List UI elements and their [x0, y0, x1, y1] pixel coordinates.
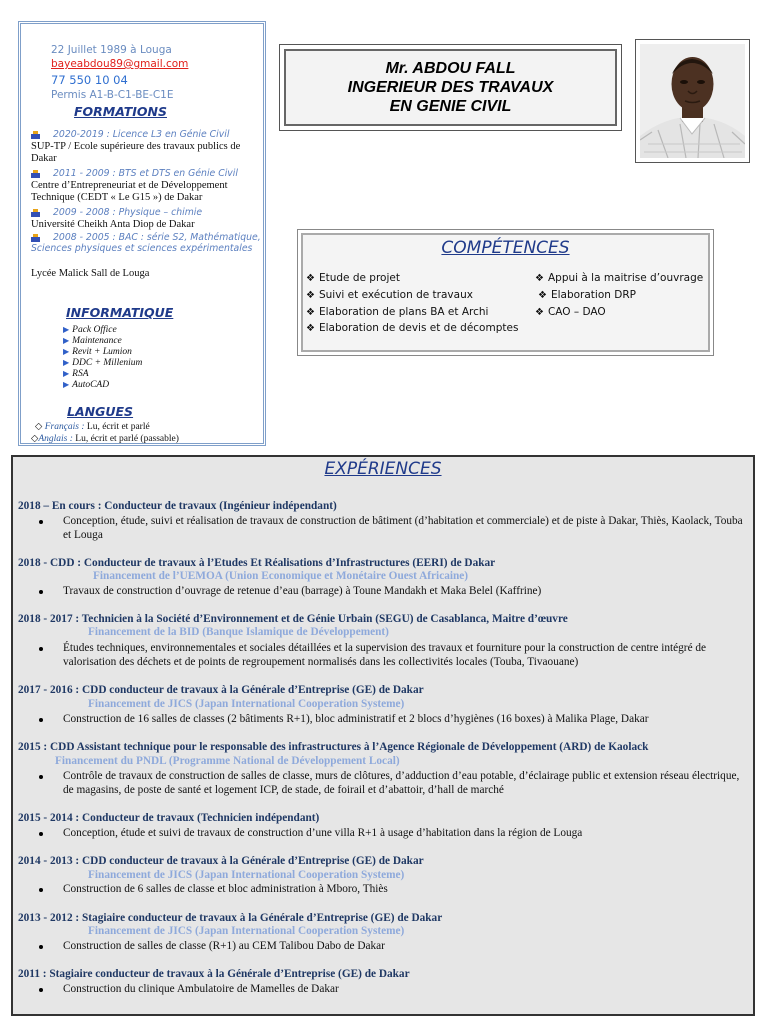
experience-heading: 2015 : CDD Assistant technique pour le responsable des infrastructures à l’Agence Régionale de Développement (ARD) de Kaolack — [18, 741, 649, 753]
bullet-dot — [39, 945, 43, 949]
job-title-line1: INGERIEUR DES TRAVAUX — [347, 79, 554, 96]
formation-school: Lycée Malick Sall de Louga — [31, 268, 150, 279]
experience-heading: 2018 - CDD : Conducteur de travaux à l’Etudes Et Réalisations d’Infrastructures (EERI) de Dakar — [18, 557, 496, 569]
four-diamond-icon: ❖ — [306, 290, 315, 301]
competences-heading: COMPÉTENCES — [441, 238, 570, 258]
bullet-dot — [39, 888, 43, 892]
skill-item: ❖ Elaboration de devis et de décomptes — [306, 322, 519, 334]
diamond-bullet-icon: ◇ — [31, 434, 39, 444]
bullet-dot — [39, 718, 43, 722]
software-item: ▶ DDC + Millenium — [63, 358, 143, 368]
experience-heading: 2013 - 2012 : Stagiaire conducteur de travaux à la Générale d’Entreprise (GE) de Dakar — [18, 912, 443, 924]
birth-date: 22 Juillet 1989 à Louga — [51, 44, 172, 56]
graduation-icon — [31, 131, 40, 139]
formation-period: 2011 - 2009 : BTS et DTS en Génie Civil — [53, 168, 238, 179]
formation-period: 2009 - 2008 : Physique – chimie — [53, 207, 203, 218]
experience-funding: Financement de l’UEMOA (Union Economique et Monétaire Ouest Africaine) — [93, 570, 469, 582]
language-item: ◇ Français : Lu, écrit et parlé — [35, 422, 150, 432]
experience-description: Travaux de construction d’ouvrage de retenue d’eau (barrage) à Toune Mandakh et Maka Belel (Kaffrine) — [43, 585, 743, 599]
formation-period: 2020-2019 : Licence L3 en Génie Civil — [53, 129, 230, 140]
experience-description: Contrôle de travaux de construction de salles de classe, murs de clôtures, d’adduction d’eau potable, d’éclairage public et extension réseau électrique, de magasins, de poste de santé et logement ICP, de stade, de foirail et d’abattoir, d’hall de marché — [43, 770, 743, 797]
job-title-line2: EN GENIE CIVIL — [389, 98, 512, 115]
portrait-image — [640, 44, 745, 158]
experience-description: Conception, étude, suivi et réalisation de travaux de construction de bâtiment (d’habitation et commerciale) et de piste à Dakar, Thiès, Kaolack, Touba et Louga — [43, 515, 743, 542]
sidebar-panel — [18, 21, 266, 446]
skill-item: ❖ Etude de projet — [306, 272, 400, 284]
bullet-dot — [39, 520, 43, 524]
arrow-right-icon: ▶ — [63, 380, 70, 389]
skill-item: ❖ Elaboration de plans BA et Archi — [306, 306, 489, 318]
experiences-heading: EXPÉRIENCES — [324, 459, 442, 479]
langues-heading: LANGUES — [67, 404, 134, 419]
experience-heading: 2018 - 2017 : Technicien à la Société d’Environnement et de Génie Urbain (SEGU) de Casablanca, Maitre d’œuvre — [18, 613, 568, 625]
experience-heading: 2017 - 2016 : CDD conducteur de travaux à la Générale d’Entreprise (GE) de Dakar — [18, 684, 424, 696]
experience-funding: Financement du PNDL (Programme National de Développement Local) — [55, 755, 400, 767]
skill-item: ❖ Suivi et exécution de travaux — [306, 289, 473, 301]
experience-description: Construction de 16 salles de classes (2 bâtiments R+1), bloc administratif et 2 blocs d’hygiènes (16 boxes) à Malika Plage, Dakar — [43, 713, 743, 727]
graduation-icon — [31, 209, 40, 217]
experience-description: Conception, étude et suivi de travaux de construction d’une villa R+1 à usage d’habitation dans la région de Louga — [43, 827, 743, 841]
four-diamond-icon: ❖ — [535, 307, 544, 318]
email-link[interactable]: bayeabdou89@gmail.com — [51, 58, 189, 70]
arrow-right-icon: ▶ — [63, 325, 70, 334]
experience-funding: Financement de JICS (Japan International Cooperation Systeme) — [88, 698, 405, 710]
formation-school: Centre d’Entrepreneuriat et de Développement Technique (CEDT « Le G15 ») de Dakar — [31, 180, 228, 203]
graduation-icon — [31, 170, 40, 178]
formation-school: SUP-TP / Ecole supérieure des travaux publics de Dakar — [31, 141, 241, 164]
experience-heading: 2014 - 2013 : CDD conducteur de travaux à la Générale d’Entreprise (GE) de Dakar — [18, 855, 424, 867]
diamond-bullet-icon: ◇ — [35, 422, 43, 432]
bullet-dot — [39, 832, 43, 836]
formation-school: Université Cheikh Anta Diop de Dakar — [31, 219, 195, 230]
name-title-inner — [284, 49, 617, 126]
competences-box — [297, 229, 714, 356]
experience-heading: 2011 : Stagiaire conducteur de travaux à la Générale d’Entreprise (GE) de Dakar — [18, 968, 410, 980]
language-item: ◇Anglais : Lu, écrit et parlé (passable) — [31, 434, 179, 444]
arrow-right-icon: ▶ — [63, 369, 70, 378]
experience-heading: 2018 – En cours : Conducteur de travaux (Ingénieur indépendant) — [18, 500, 337, 512]
software-item: ▶ Pack Office — [63, 325, 117, 335]
experience-funding: Financement de JICS (Japan International Cooperation Systeme) — [88, 869, 405, 881]
four-diamond-icon: ❖ — [538, 290, 547, 301]
name-title-box — [279, 44, 622, 131]
arrow-right-icon: ▶ — [63, 347, 70, 356]
formation-period: 2008 - 2005 : BAC : série S2, Mathématique, Sciences physiques et sciences expérimentales — [31, 232, 261, 254]
skill-item: ❖ Appui à la maitrise d’ouvrage — [535, 272, 704, 284]
experience-funding: Financement de la BID (Banque Islamique de Développement) — [88, 626, 389, 638]
experience-funding: Financement de JICS (Japan International Cooperation Systeme) — [88, 925, 405, 937]
bullet-dot — [39, 647, 43, 651]
competences-inner — [301, 233, 710, 352]
informatique-heading: INFORMATIQUE — [66, 305, 174, 320]
experience-description: Études techniques, environnementales et sociales détaillées et la supervision des travaux et fourniture pour la construction de centre intégré de valorisation des déchets et de points de regroupement normalisés dans les collectivités locales (Touba, Tivaouane) — [43, 642, 743, 669]
software-item: ▶ RSA — [63, 369, 89, 379]
experience-description: Construction du clinique Ambulatoire de Mamelles de Dakar — [43, 983, 743, 997]
four-diamond-icon: ❖ — [306, 307, 315, 318]
bullet-dot — [39, 775, 43, 779]
software-item: ▶ Maintenance — [63, 336, 122, 346]
software-item: ▶ AutoCAD — [63, 380, 110, 390]
experiences-box — [11, 455, 755, 1016]
formations-heading: FORMATIONS — [74, 104, 167, 119]
profile-photo — [635, 39, 750, 163]
experience-description: Construction de 6 salles de classe et bloc administration à Mboro, Thiès — [43, 883, 743, 897]
arrow-right-icon: ▶ — [63, 358, 70, 367]
arrow-right-icon: ▶ — [63, 336, 70, 345]
four-diamond-icon: ❖ — [535, 273, 544, 284]
skill-item: ❖ CAO – DAO — [535, 306, 606, 318]
four-diamond-icon: ❖ — [306, 273, 315, 284]
phone-number: 77 550 10 04 — [51, 73, 128, 87]
bullet-dot — [39, 590, 43, 594]
software-item: ▶ Revit + Lumion — [63, 347, 132, 357]
four-diamond-icon: ❖ — [306, 323, 315, 334]
driving-permit: Permis A1-B-C1-BE-C1E — [51, 89, 174, 101]
bullet-dot — [39, 988, 43, 992]
skill-item: ❖ Elaboration DRP — [538, 289, 636, 301]
experience-heading: 2015 - 2014 : Conducteur de travaux (Technicien indépendant) — [18, 812, 320, 824]
candidate-name: Mr. ABDOU FALL — [385, 60, 516, 77]
experience-description: Construction de salles de classe (R+1) au CEM Talibou Dabo de Dakar — [43, 940, 743, 954]
